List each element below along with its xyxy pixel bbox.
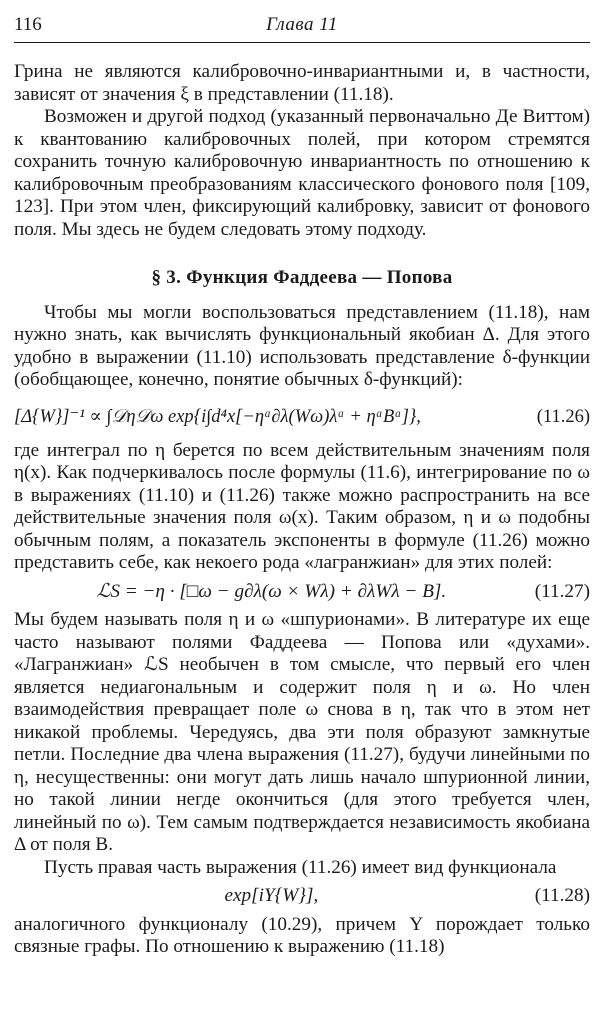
equation-formula: [Δ{W}]⁻¹ ∝ ∫𝒟η𝒟ω exp{i∫d⁴x[−ηᵃ∂λ(Wω)λᵃ + ηᵃBᵃ]},	[14, 406, 421, 427]
page-body	[14, 61, 590, 959]
paragraph-integral-explanation: где интеграл по η берется по всем действительным значениям поля η(x). Как подчеркивалось после формулы (11.6), интегрирование по ω в выражениях (11.10) и (11.26) также можно распространить на все действительные значения поля ω(x). Таким образом, η и ω подобны обычным полям, а показатель экспоненты в формуле (11.26) можно представить себе, как некоего рода «лагранжиан» для этих полей:	[14, 439, 590, 573]
equation-number: (11.28)	[534, 885, 590, 906]
equation-number: (11.27)	[534, 580, 590, 602]
equation-formula: exp[iY{W}],	[224, 885, 319, 906]
equation-11-28	[14, 885, 590, 908]
paragraph-analogous: аналогичного функционалу (10.29), причем Y порождает только связные графы. По отношению к выражению (11.18)	[14, 913, 590, 957]
paragraph-functional: Пусть правая часть выражения (11.26) имеет вид функционала	[44, 856, 557, 878]
section-heading: § 3. Функция Фаддеева — Попова	[151, 267, 453, 288]
equation-number: (11.26)	[536, 406, 590, 427]
paragraph-spurions: Мы будем называть поля η и ω «шпурионами». В литературе их еще часто называют полями Фаддеева — Попова или «духами». «Лагранжиан» ℒS необычен в том смысле, что первый его член является недиагональным и содержит поля η и ω. Но член взаимодействия превращает поле ω снова в η, так что в этом нет никакой проблемы. Чередуясь, два эти поля образуют замкнутые петли. Последние два члена выражения (11.27), будучи линейными по η, несущественны: они могут дать лишь начало шпурионной линии, но такой линии негде окончиться (для этого требуется член, линейный по ω). Тем самым подтверждается независимость якобиана Δ от поля B.	[14, 609, 590, 855]
page-number: 116	[14, 14, 42, 35]
paragraph-intro-jacobian: Чтобы мы могли воспользоваться представлением (11.18), нам нужно знать, как вычислять функциональный якобиан Δ. Для этого удобно в выражении (11.10) использовать представление δ-функции (обобщающее, конечно, понятие обычных δ-функций):	[14, 301, 590, 390]
book-page	[14, 0, 590, 959]
equation-11-27	[14, 581, 590, 604]
equation-11-26	[14, 402, 590, 432]
paragraph-de-witt: Возможен и другой подход (указанный первоначально Де Виттом) к квантованию калибровочных полей, при котором стремятся сохранить точную калибровочную инвариантность по отношению к калибровочным преобразованиям классического фонового поля [109, 123]. При этом член, фиксирующий калибровку, зависит от фонового поля. Мы здесь не будем следовать этому подходу.	[14, 106, 590, 240]
paragraph-continuation: Грина не являются калибровочно-инвариантными и, в частности, зависят от значения ξ в представлении (11.18).	[14, 61, 590, 105]
equation-formula: ℒS = −η · [□ω − g∂λ(ω × Wλ) + ∂λWλ − B].	[96, 580, 447, 602]
running-title: Глава 11	[266, 14, 338, 35]
page-header	[14, 0, 590, 43]
